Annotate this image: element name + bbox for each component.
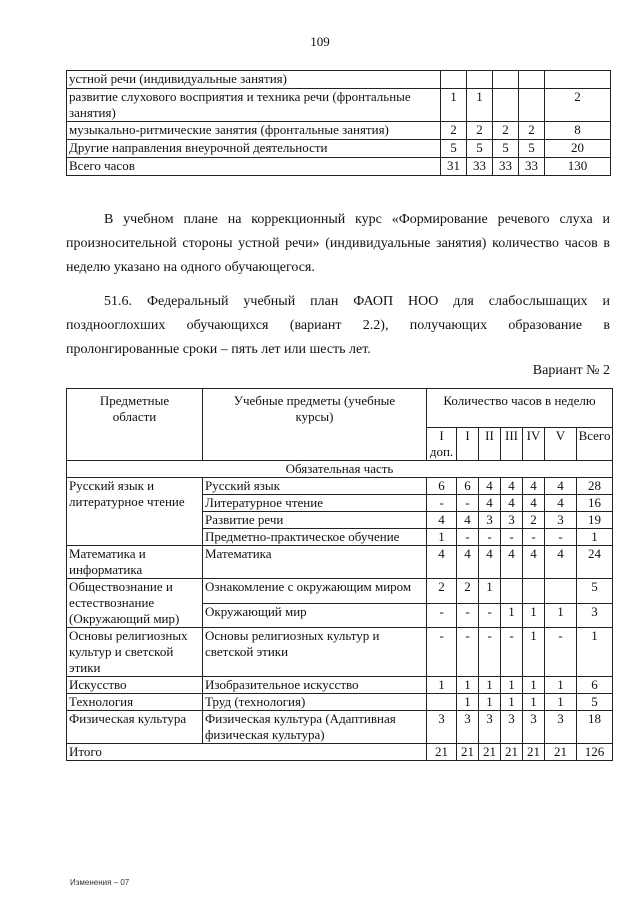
variant-label: Вариант № 2 — [532, 363, 610, 378]
top-row-value — [519, 89, 545, 122]
hours-cell: 1 — [545, 603, 577, 628]
table-row — [67, 628, 613, 677]
hours-cell: 18 — [577, 711, 613, 744]
table-row — [67, 711, 613, 744]
hours-cell: 16 — [577, 495, 613, 512]
hours-cell: 5 — [577, 694, 613, 711]
top-row-value: 2 — [467, 122, 493, 140]
footer-note: Изменения – 07 — [70, 878, 130, 887]
hours-cell: - — [457, 529, 479, 546]
subject-cell: Основы религиозных культур и светской этики — [203, 628, 427, 677]
subject-cell: Математика — [203, 546, 427, 579]
hours-cell: - — [501, 628, 523, 677]
top-row-value: 5 — [493, 140, 519, 158]
header-grade: IV — [523, 428, 545, 461]
total-value: 21 — [501, 744, 523, 761]
hours-cell: 1 — [523, 628, 545, 677]
hours-cell: 1 — [523, 677, 545, 694]
hours-cell: 1 — [545, 694, 577, 711]
top-table-row — [67, 140, 611, 158]
curriculum-table — [66, 388, 613, 761]
hours-cell: 4 — [427, 512, 457, 529]
hours-cell: 1 — [427, 677, 457, 694]
page-number: 109 — [310, 34, 330, 49]
top-row-value: 5 — [519, 140, 545, 158]
top-row-value: 20 — [545, 140, 611, 158]
subject-cell: Литературное чтение — [203, 495, 427, 512]
hours-cell: 6 — [457, 478, 479, 495]
hours-cell: 1 — [501, 677, 523, 694]
table-row — [67, 694, 613, 711]
hours-cell: 1 — [479, 677, 501, 694]
hours-cell: 4 — [545, 495, 577, 512]
table-row — [67, 478, 613, 495]
header-hours: Количество часов в неделю — [427, 389, 613, 428]
top-row-value — [467, 71, 493, 89]
hours-cell — [545, 579, 577, 604]
top-row-value: 33 — [493, 158, 519, 176]
top-table-row — [67, 89, 611, 122]
hours-cell: - — [545, 529, 577, 546]
hours-cell: 1 — [457, 677, 479, 694]
header-grade: II — [479, 428, 501, 461]
hours-cell: - — [457, 495, 479, 512]
header-grade: V — [545, 428, 577, 461]
hours-cell: 1 — [545, 677, 577, 694]
area-cell: Математика и информатика — [67, 546, 203, 579]
area-cell: Технология — [67, 694, 203, 711]
hours-cell: - — [479, 628, 501, 677]
subject-cell: Ознакомление с окружающим миром — [203, 579, 427, 604]
hours-cell: 3 — [479, 512, 501, 529]
hours-cell — [501, 579, 523, 604]
total-row — [67, 744, 613, 761]
top-table-row — [67, 122, 611, 140]
hours-cell: 4 — [501, 495, 523, 512]
hours-cell: 3 — [577, 603, 613, 628]
area-cell: Физическая культура — [67, 711, 203, 744]
table-row — [67, 677, 613, 694]
top-row-label: устной речи (индивидуальные занятия) — [67, 71, 441, 89]
top-table-row — [67, 158, 611, 176]
top-row-value: 2 — [519, 122, 545, 140]
hours-cell: 5 — [577, 579, 613, 604]
hours-cell: - — [457, 603, 479, 628]
hours-cell: 1 — [427, 529, 457, 546]
top-row-value: 2 — [441, 122, 467, 140]
subject-cell: Предметно-практическое обучение — [203, 529, 427, 546]
hours-cell: - — [545, 628, 577, 677]
hours-cell: - — [427, 603, 457, 628]
hours-cell — [523, 579, 545, 604]
hours-cell: 3 — [457, 711, 479, 744]
hours-cell: 4 — [457, 512, 479, 529]
hours-cell: 4 — [523, 495, 545, 512]
top-row-value — [493, 71, 519, 89]
top-row-value: 5 — [467, 140, 493, 158]
hours-cell: 4 — [479, 546, 501, 579]
section-mandatory: Обязательная часть — [67, 461, 613, 478]
total-value: 126 — [577, 744, 613, 761]
hours-cell: 19 — [577, 512, 613, 529]
hours-cell: 1 — [523, 694, 545, 711]
hours-cell: - — [427, 495, 457, 512]
hours-cell — [427, 694, 457, 711]
top-row-value: 33 — [467, 158, 493, 176]
hours-cell: - — [479, 529, 501, 546]
area-cell: Обществознание и естествознание (Окружающий мир) — [67, 579, 203, 628]
hours-cell: 3 — [479, 711, 501, 744]
total-label: Итого — [67, 744, 427, 761]
hours-cell: 1 — [457, 694, 479, 711]
hours-cell: 1 — [577, 529, 613, 546]
hours-cell: 4 — [479, 478, 501, 495]
top-row-value: 2 — [545, 89, 611, 122]
total-value: 21 — [545, 744, 577, 761]
top-row-value: 130 — [545, 158, 611, 176]
total-value: 21 — [523, 744, 545, 761]
hours-cell: 1 — [501, 694, 523, 711]
hours-cell: 1 — [577, 628, 613, 677]
header-grade: I доп. — [427, 428, 457, 461]
hours-cell: 3 — [545, 711, 577, 744]
top-row-label: музыкально-ритмические занятия (фронтальные занятия) — [67, 122, 441, 140]
hours-cell: - — [479, 603, 501, 628]
top-row-value: 5 — [441, 140, 467, 158]
hours-cell: 1 — [479, 694, 501, 711]
hours-cell: 4 — [501, 546, 523, 579]
hours-cell: 28 — [577, 478, 613, 495]
hours-cell: 6 — [427, 478, 457, 495]
top-row-value: 2 — [493, 122, 519, 140]
area-cell: Русский язык и литературное чтение — [67, 478, 203, 546]
top-row-label: Всего часов — [67, 158, 441, 176]
hours-cell: 4 — [523, 546, 545, 579]
hours-cell: 3 — [545, 512, 577, 529]
top-row-label: развитие слухового восприятия и техника речи (фронтальные занятия) — [67, 89, 441, 122]
hours-cell: 4 — [427, 546, 457, 579]
area-cell: Основы религиозных культур и светской этики — [67, 628, 203, 677]
paragraph-1: В учебном плане на коррекционный курс «Формирование речевого слуха и произносительной стороны устной речи» (индивидуальные занятия) количество часов в неделю указано на одного обучающегося. — [66, 212, 610, 275]
hours-cell: 3 — [427, 711, 457, 744]
subject-cell: Труд (технология) — [203, 694, 427, 711]
hours-cell: 4 — [501, 478, 523, 495]
top-table-row — [67, 71, 611, 89]
hours-cell: 2 — [523, 512, 545, 529]
hours-cell: 3 — [501, 711, 523, 744]
hours-cell: 3 — [523, 711, 545, 744]
subject-cell: Окружающий мир — [203, 603, 427, 628]
hours-cell: 4 — [479, 495, 501, 512]
hours-cell: - — [427, 628, 457, 677]
subject-cell: Изобразительное искусство — [203, 677, 427, 694]
top-row-label: Другие направления внеурочной деятельности — [67, 140, 441, 158]
top-table — [66, 70, 611, 176]
total-value: 21 — [457, 744, 479, 761]
hours-cell: - — [523, 529, 545, 546]
header-grade: Всего — [577, 428, 613, 461]
subject-cell: Русский язык — [203, 478, 427, 495]
table-row — [67, 546, 613, 579]
hours-cell: 4 — [545, 546, 577, 579]
header-grade: III — [501, 428, 523, 461]
hours-cell: 4 — [545, 478, 577, 495]
paragraph-2: 51.6. Федеральный учебный план ФАОП НОО для слабослышащих и позднооглохших обучающихся (вариант 2.2), получающих образование в пролонгированные сроки – пять лет или шесть лет. — [66, 294, 610, 357]
table-row — [67, 579, 613, 604]
top-row-value: 1 — [467, 89, 493, 122]
hours-cell: 1 — [479, 579, 501, 604]
top-row-value: 8 — [545, 122, 611, 140]
hours-cell: 3 — [501, 512, 523, 529]
header-subjects: Учебные предметы (учебные курсы) — [203, 389, 427, 461]
top-row-value — [441, 71, 467, 89]
hours-cell: 6 — [577, 677, 613, 694]
hours-cell: - — [457, 628, 479, 677]
header-areas: Предметные области — [67, 389, 203, 461]
header-grade: I — [457, 428, 479, 461]
subject-cell: Физическая культура (Адаптивная физическая культура) — [203, 711, 427, 744]
top-row-value — [519, 71, 545, 89]
hours-cell: 2 — [427, 579, 457, 604]
top-row-value — [493, 89, 519, 122]
hours-cell: 4 — [523, 478, 545, 495]
subject-cell: Развитие речи — [203, 512, 427, 529]
area-cell: Искусство — [67, 677, 203, 694]
hours-cell: 4 — [457, 546, 479, 579]
total-value: 21 — [427, 744, 457, 761]
total-value: 21 — [479, 744, 501, 761]
top-row-value: 33 — [519, 158, 545, 176]
hours-cell: 1 — [501, 603, 523, 628]
top-row-value — [545, 71, 611, 89]
top-row-value: 31 — [441, 158, 467, 176]
hours-cell: - — [501, 529, 523, 546]
top-row-value: 1 — [441, 89, 467, 122]
hours-cell: 2 — [457, 579, 479, 604]
hours-cell: 24 — [577, 546, 613, 579]
hours-cell: 1 — [523, 603, 545, 628]
